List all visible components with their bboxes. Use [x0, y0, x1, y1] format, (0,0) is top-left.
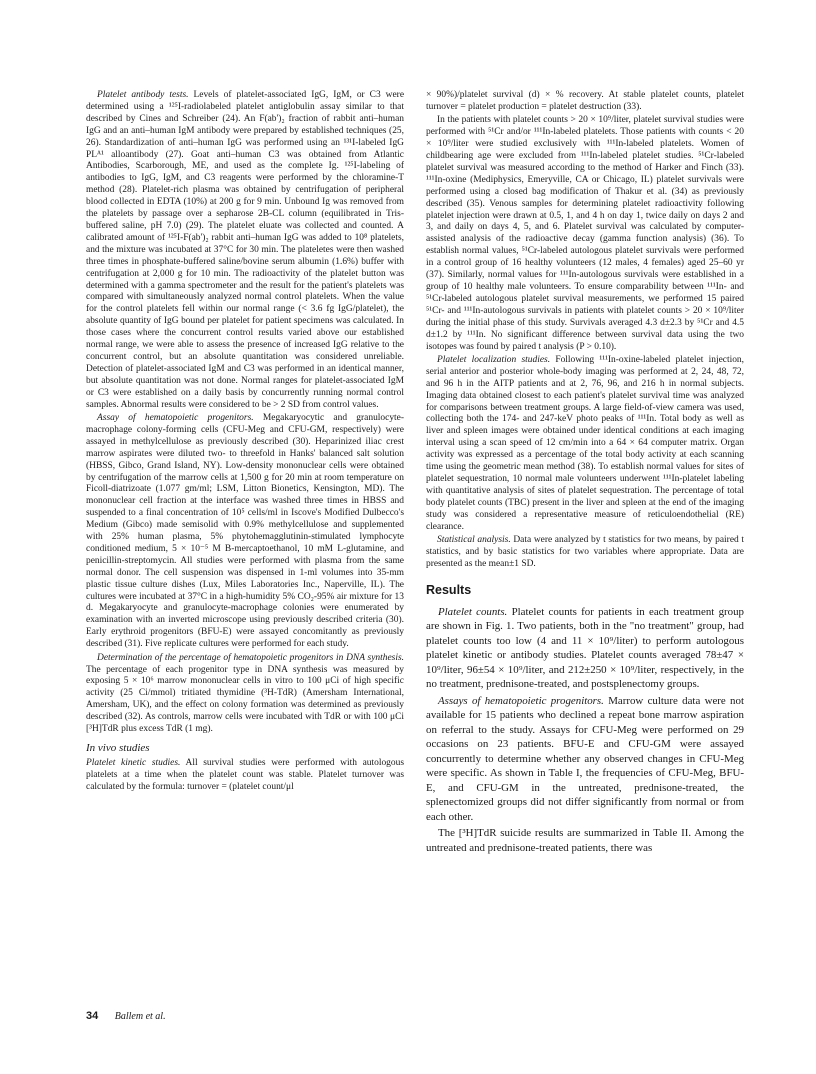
running-author: Ballem et al.	[114, 1011, 166, 1022]
paragraph-platelet-counts	[426, 605, 744, 692]
platelet-antibody-body: Levels of platelet-associated IgG, IgM, or C3 were determined using a ¹²⁵I-radiolabeled platelet antiglobulin assay similar to that described by Cines and Schreiber (24). An F(ab')₂ fraction of rabbit anti–human IgG and an anti–human IgM antibody were prepared by established techniques (25, 26). Standardization of anti–human IgG was performed using an ¹³¹I-labeled IgG PLᴬ¹ alloantibody (27). Goat anti–human C3 was obtained from Atlantic Antibodies, Scarborough, ME, and used as the complete Ig. ¹²⁵I-labeling of antibodies to IgG, IgM, and C3 reagents were performed by the chloramine-T method (28). Platelet-rich plasma was obtained by centrifugation of peripheral blood collected in EDTA (10%) at 200 g for 9 min. Unbound Ig was removed from the platelets by passage over a sepharose 2B-CL column (equilibrated in Tris-buffered saline, pH 7.0) (29). The platelet eluate was collected and counted. A calibrated amount of ¹²⁵I-F(ab')₂ rabbit anti–human IgG was added to 10⁸ platelets, and the mixture was incubated at 37°C for 30 min. The plateletes were then washed three times in phosphate-buffered saline/bovine serum albumin (1.6%) buffer with centrifugation at 2,000 g for 10 min. The radioactivity of the platelet button was determined with a gamma spectrometer and the result for the patient's platelets was compared with simultaneously analyzed normal control platelets. When the value for the control platelets fell within our normal range (< 3.6 fg IgG/platelet), the absolute quantity of IgG bound per platelet for patient specimens was calculated. In those cases where the concurrent control results varied above our established normal range, we were able to assess the presence of increased IgG relative to the concurrent control, but an absolute quantitation was considered unreliable. Detection of platelet-associated IgM and C3 was performed in an identical manner, but absolute quantitation was not done. Normal ranges for platelet-associated IgM or C3 were established on a daily basis by concurrently running normal control samples. Abnormal results were considered to be > 2 SD from control values.	[86, 90, 405, 410]
localization-body: Following ¹¹¹In-oxine-labeled platelet injection, serial anterior and posterior whole-body imaging was performed at 2, 24, 48, 72, and 96 h in the AITP patients and at 2, 76, 96, and 216 h in normal subjects. Imaging data obtained closest to each patient's platelet survival time was analyzed for comparisons between treatment groups. A large field-of-view camera was used, collecting both the 174- and 247-keV photo peaks of ¹¹¹In. Total body as well as liver and spleen images were obtained under identical conditions at each imaging interval using a scan speed of 12 cm/min into a 64 × 64 computer matrix. Organ activity was expressed as a percentage of the total body activity at each scanning time using the geometric mean method (38). To establish normal values for sites of platelet sequestration, 10 normal male volunteers underwent ¹¹¹In-platelet labeling with quantitative analysis of sites of platelet sequestration. The percentage of total body platelet counts (TBC) present in the liver and spleen at the end of the imaging study was considered a representative measure of reticuloendothelial (RE) clearance.	[426, 354, 744, 532]
platelet-antibody-heading: Platelet antibody tests.	[97, 90, 189, 100]
platelet-kinetic-heading: Platelet kinetic studies.	[86, 757, 181, 768]
page-footer	[86, 1010, 166, 1022]
dna-synthesis-body: The percentage of each progenitor type in DNA synthesis was measured by exposing 5 × 10⁶ marrow mononuclear cells in vitro to 100 μCi of high specific activity (25 Ci/mmol) tritiated thymidine (³H-TdR) (Amersham International, Amersham, UK), and the effect on colony formation was determined as previously described (32). As controls, marrow cells were incubated with TdR or with 100 μCi [³H]TdR plus excess TdR (1 mg).	[86, 664, 404, 735]
results-heading: Results	[426, 582, 472, 597]
assays-results-body: Marrow culture data were not available for 15 patients who declined a repeat bone marrow aspiration on referral to the study. Assays for CFU-Meg were performed on 29 occasions on 23 patients. BFU-E and CFU-GM were assayed concurrently to determine whether any observed changes in CFU-Meg were specific. As shown in Table I, the frequencies of CFU-Meg, BFU-E, and CFU-GM in the untreated, prednisone-treated, the splenectomized groups did not differ significantly from normal or from each other.	[426, 694, 744, 823]
platelet-kinetic-body: All survival studies were performed with autologous platelets at a time when the platelet count was stable. Platelet turnover was calculated by the formula: turnover = (platelet count/μl	[86, 757, 405, 792]
paragraph-dna-synthesis	[86, 653, 404, 736]
paragraph-localization	[426, 355, 744, 534]
hematopoietic-assay-body: Megakaryocytic and granulocyte-macrophage colony-forming cells (CFU-Meg and CFU-GM, respectively) were assayed in methylcellulose as previously described (30). Heparinized iliac crest marrow aspirates were diluted two- to threefold in Hanks' balanced salt solution (HBSS, Gibco, Grand Island, NY). Low-density mononuclear cells were obtained by centrifugation of the marrow cells at 1,500 g for 20 min at room temperature on Ficoll-diatrizoate (1.077 gm/ml; LSM, Litton Bionetics, Kensington, MD). The mononuclear cell fraction at the interface was washed three times in HBSS and suspended to a final concentration of 10⁵ cells/ml in Iscove's Modified Dulbecco's Medium (Gibco) made semisolid with 0.9% methylcellulose and supplemented with 25% human plasma, 5% phytohemagglutinin-stimulated lymphocyte conditioned medium, 5 × 10⁻⁵ M B-mercaptoethanol, 10 mM L-glutamine, and penicillin-streptomycin. All studies were performed with plasma from the same normal donor. The cell suspension was dispensed in 1-ml volumes into 35-mm plastic tissue culture dishes (Lux, Miles Laboratories Inc., Naperville, IL). The cultures were incubated at 37°C in a high-humidity 5% CO₂-95% air mixture for 13 d. Megakaryocyte and granulocyte-macrophage colonies were enumerated by examination with an inverted microscope using previously described criteria (30). Early erythroid progenitors (BFU-E) were assayed concomitantly as previously described (31). Five replicate cultures were performed for each study.	[86, 412, 404, 650]
paragraph-statistical	[426, 535, 744, 571]
paragraph-platelet-antibody	[86, 90, 404, 411]
right-column	[426, 90, 744, 857]
platelet-counts-heading: Platelet counts.	[438, 605, 508, 618]
hematopoietic-assay-heading: Assay of hematopoietic progenitors.	[97, 412, 254, 423]
dna-synthesis-heading: Determination of the percentage of hematopoietic progenitors in DNA synthesis.	[97, 652, 404, 663]
paragraph-hematopoietic-assay	[86, 413, 404, 651]
platelet-counts-body: Platelet counts for patients in each treatment group are shown in Fig. 1. Two patients, both in the "no treatment" group, had platelet counts too low (4 and 11 × 10⁹/liter) to perform autologous platelet kinetic or antibody studies. Platelet counts averaged 78±47 × 10⁹/liter, 96±54 × 10⁹/liter, and 212±250 × 10⁹/liter, respectively, in the no treatment, prednisone-treated, and postsplenectomy groups.	[426, 605, 744, 691]
localization-heading: Platelet localization studies.	[437, 354, 551, 365]
statistical-body: Data were analyzed by t statistics for two means, by paired t statistics, and by basic statistics for two variables where appropriate. Data are presented as the mean±1 SD.	[426, 535, 745, 569]
results-body	[426, 605, 744, 856]
left-column	[86, 90, 404, 795]
paragraph-tdr: The [³H]TdR suicide results are summarized in Table II. Among the untreated and prednisone-treated patients, there was	[426, 827, 744, 854]
paragraph-platelet-kinetic	[86, 758, 404, 794]
statistical-heading: Statistical analysis.	[437, 535, 511, 546]
assays-results-heading: Assays of hematopoietic progenitors.	[438, 694, 604, 707]
page-number: 34	[86, 1010, 99, 1022]
in-vivo-heading: In vivo studies	[86, 741, 150, 754]
paragraph-survival: In the patients with platelet counts > 20 × 10⁹/liter, platelet survival studies were performed with ⁵¹Cr and/or ¹¹¹In-labeled platelets. Those patients with counts < 20 × 10⁹/liter were studied exclusively with ¹¹¹In-labeled platelets. Women of childbearing age were excluded from ¹¹¹In-labeled platelet studies. ⁵¹Cr-labeled platelet survival was measured according to the method of Harker and Finch (33). ¹¹¹In-oxine (Mediphysics, Emeryville, CA or Chicago, IL) platelet survivals were performed using a closed bag modification of Thakur et al. (34) as previously described (35). Venous samples for determining platelet radioactivity following platelet injection were drawn at 0.5, 1, and 4 h on day 1, twice daily on days 2 and 3, and daily on days 4, 5, and 6. Platelet survival was calculated by computer-assisted analysis of the radioactive decay (gamma function analysis) (36). To establish normal values, ⁵¹Cr-labeled autologous platelet survivals were performed in a control group of 16 healthy volunteers (12 males, 4 females) aged 25–60 yr (37). Similarly, normal values for ¹¹¹In-autologous survivals were established in a group of 10 healthy male volunteers. To ensure comparability between ¹¹¹In- and ⁵¹Cr-labeled autologous platelet survival measurements, we performed 15 paired ⁵¹Cr- and ¹¹¹In-autologous survivals in patients with platelet counts > 20 × 10⁹/liter during the initial phase of this study. Survivals averaged 4.3 d±2.3 by ⁵¹Cr and 4.5 d±1.2 by ¹¹¹In. No significant difference between survival data using the two isotopes was found by paired t analysis (P > 0.10).	[426, 115, 744, 352]
formula-continuation: × 90%)/platelet survival (d) × % recovery. At stable platelet counts, platelet turnover = platelet production = platelet destruction (33).	[426, 90, 744, 112]
paragraph-assays-results	[426, 694, 744, 825]
